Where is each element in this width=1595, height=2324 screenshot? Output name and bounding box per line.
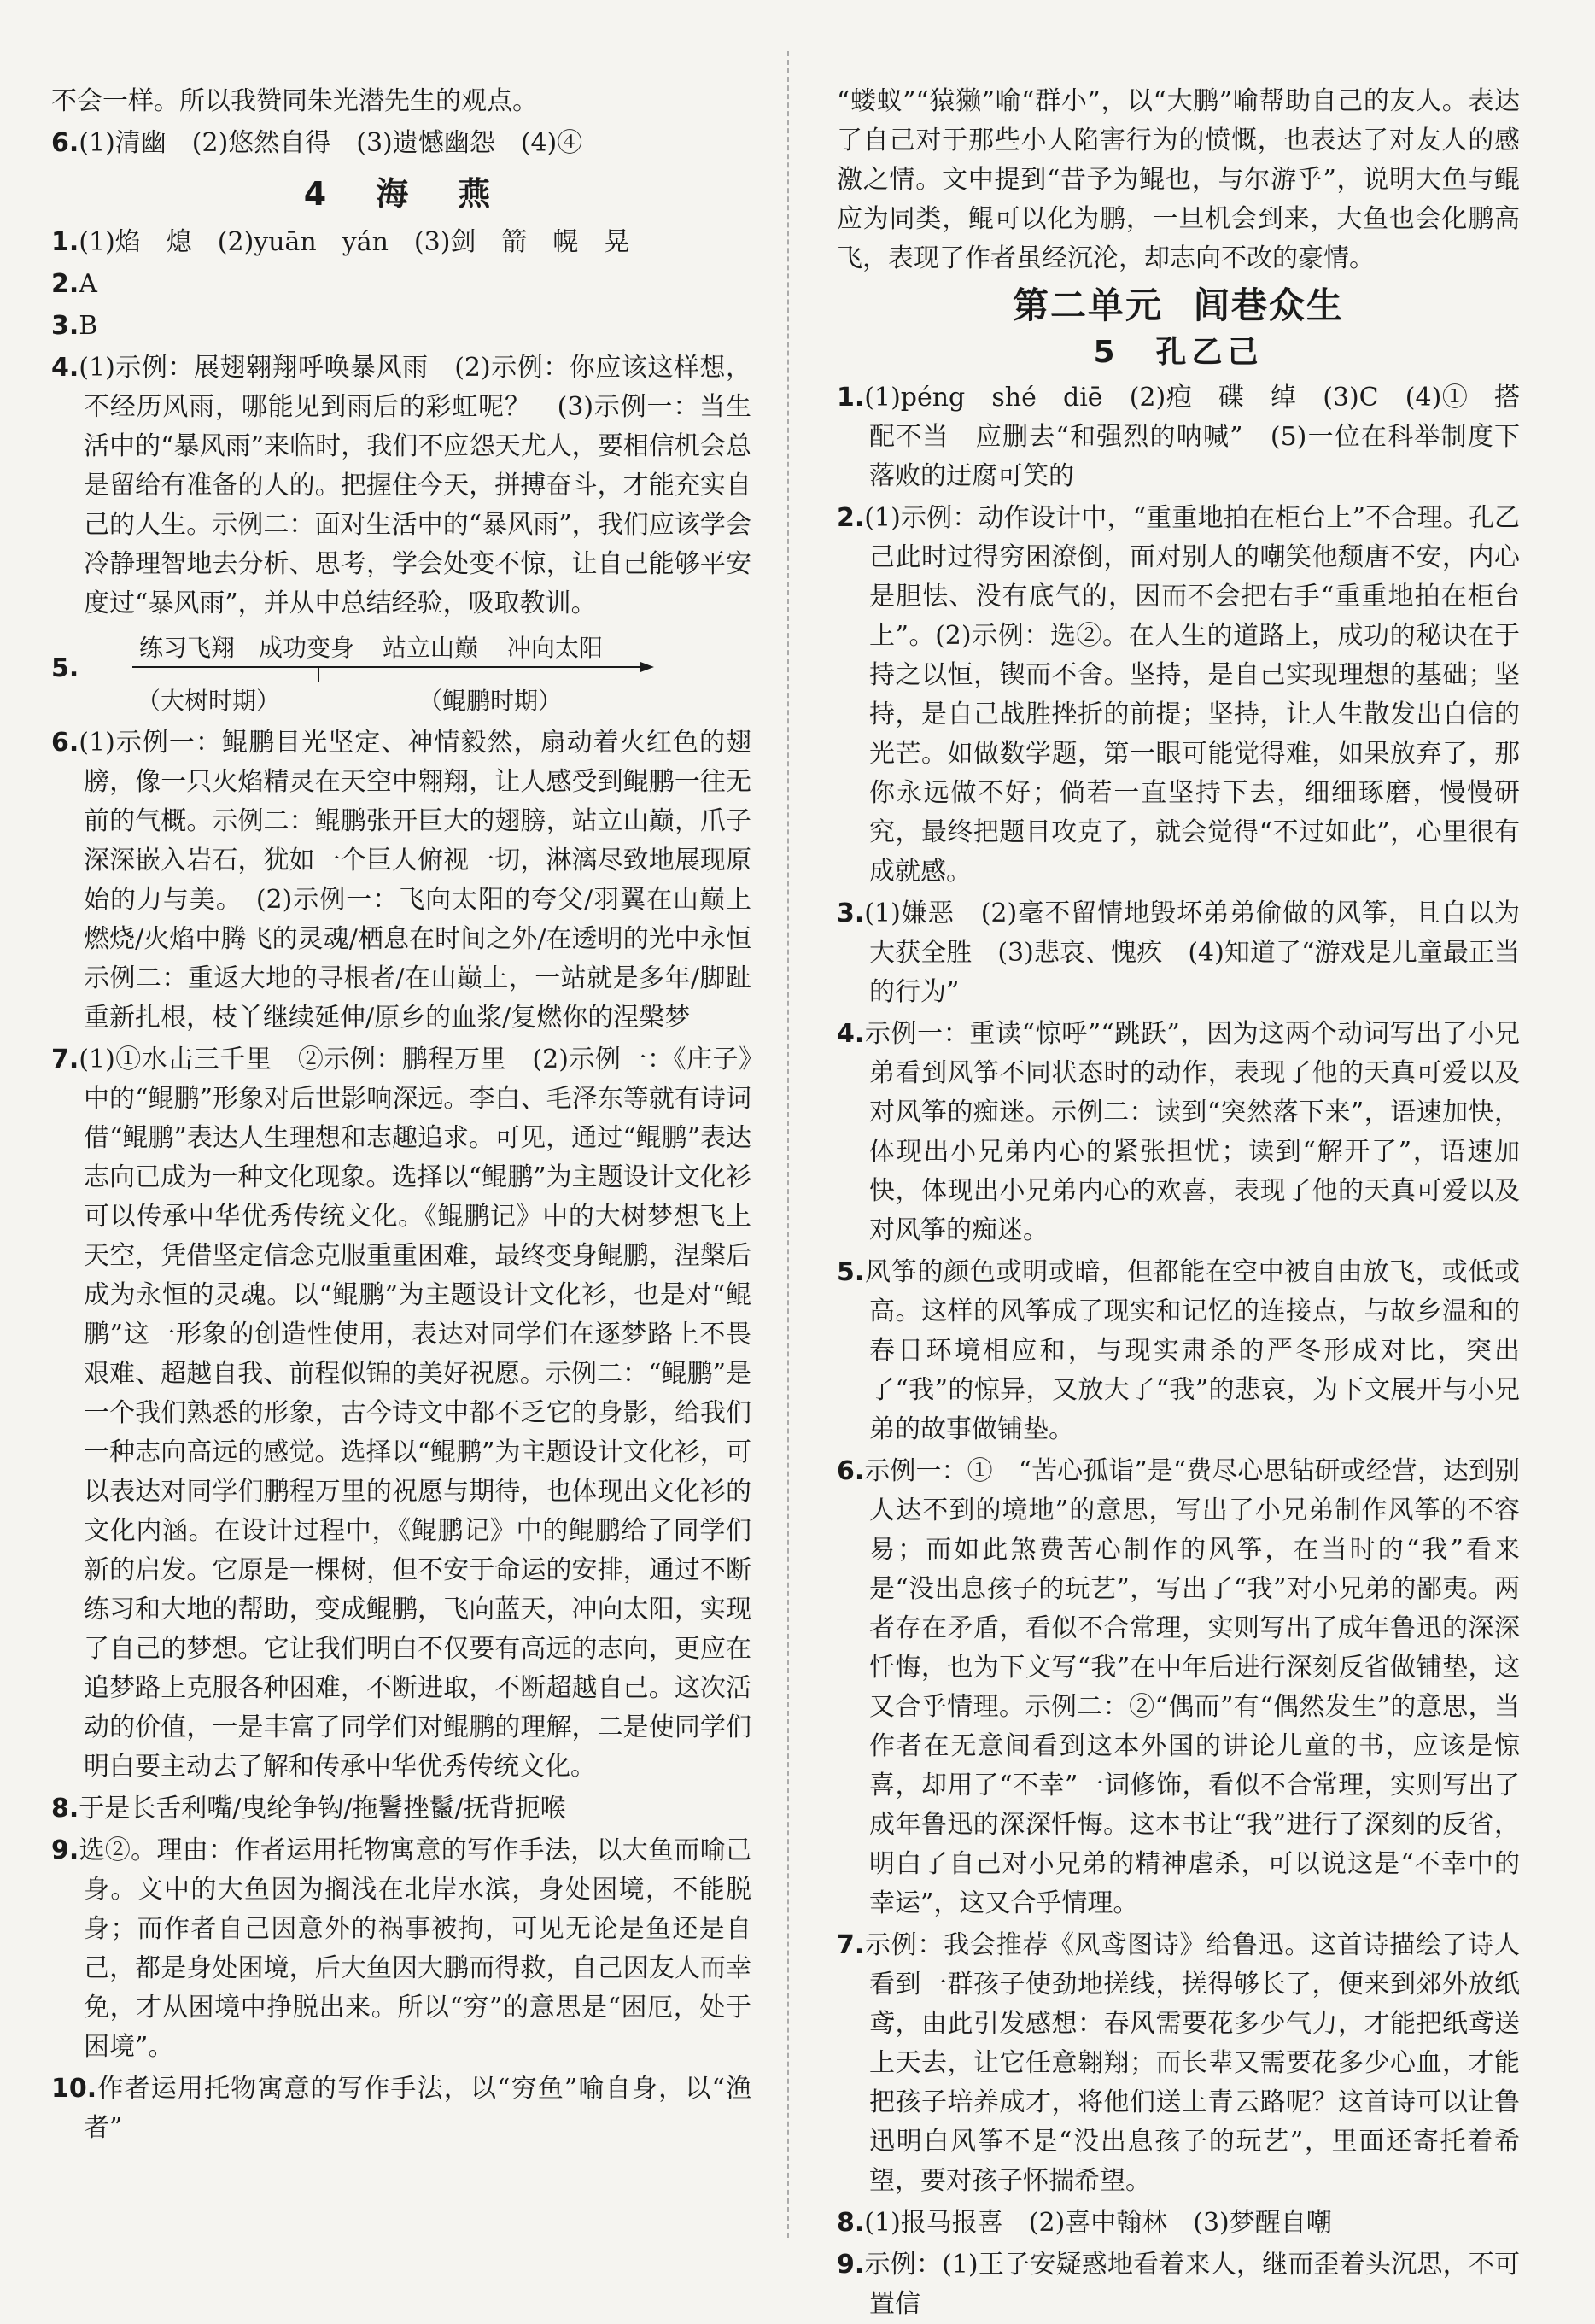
item-text: 作者运用托物寓意的写作手法，以“穷鱼”喻自身，以“渔者” xyxy=(84,2074,751,2143)
answer-item xyxy=(837,1015,1520,1250)
item-text: 示例：我会推荐《风鸢图诗》给鲁迅。这首诗描绘了诗人看到一群孩子使劲地搓线，搓得够长了，便来到郊外放纸鸢，由此引发感想：春风需要花多少气力，才能把纸鸢送上天去，让它任意翱翔；而长辈又需要花多少心血，才能把孩子培养成才，将他们送上青云路呢？这首诗可以让鲁迅明白风筝不是“没出息孩子的玩艺”，里面还寄托着希望，要对孩子怀揣希望。 xyxy=(864,1930,1520,2196)
answer-list xyxy=(51,723,777,2148)
item-number: 4. xyxy=(51,353,79,383)
unit-title xyxy=(837,281,1520,331)
answer-item xyxy=(837,1452,1520,1923)
answer-item xyxy=(837,1253,1520,1449)
stage-label: 练习飞翔 xyxy=(139,634,236,662)
answer-item xyxy=(837,894,1520,1012)
item-number: 9. xyxy=(51,1835,79,1865)
answer-item xyxy=(51,265,751,304)
item-text: (1)焰 熄 (2)yuān yán (3)剑 箭 幌 晃 xyxy=(79,227,630,257)
column-divider xyxy=(787,51,789,2238)
section-title: 4 海 燕 xyxy=(303,175,500,213)
answer-item xyxy=(837,1926,1520,2201)
item-text: (1)示例：展翅翱翔呼唤暴风雨 (2)示例：你应该这样想，不经历风雨，哪能见到雨后的彩虹呢？ (3)示例一：当生活中的“暴风雨”来临时，我们不应怨天尤人，要相信机会总是留给有准备的人的。把握住今天，拼搏奋斗，才能充实自己的人生。示例二：面对生活中的“暴风雨”，我们应该学会冷静理智地去分析、思考，学会处变不惊，让自己能够平安度过“暴风雨”，并从中总结经验，吸取教训。 xyxy=(79,353,751,618)
item-number: 5. xyxy=(51,653,79,683)
answer-item xyxy=(51,124,751,163)
section-title: 5 孔乙己 xyxy=(1093,335,1264,370)
item-number: 1. xyxy=(837,383,865,413)
period-label: （鲲鹏时期） xyxy=(418,687,563,715)
item-number: 9. xyxy=(837,2250,865,2280)
stage-label: 冲向太阳 xyxy=(507,634,604,662)
period-label: （大树时期） xyxy=(137,687,281,715)
item-text: (1)报马报喜 (2)喜中翰林 (3)梦醒自嘲 xyxy=(864,2208,1332,2238)
answer-item xyxy=(837,2245,1520,2324)
unit-title-main: 第二单元 xyxy=(1012,284,1163,326)
item-number: 7. xyxy=(837,1930,865,1960)
item-text: B xyxy=(79,311,98,341)
right-column xyxy=(837,82,1520,2319)
intro-line: 不会一样。所以我赞同朱光潜先生的观点。 xyxy=(51,86,538,116)
item-number: 7. xyxy=(51,1045,79,1074)
answer-item xyxy=(51,348,751,623)
item-text: (1)péng shé diē (2)疱 碟 绰 (3)C (4)① 搭配不当 应删去“和强烈的呐喊” (5)一位在科举制度下落败的迂腐可笑的 xyxy=(864,383,1520,491)
answer-item xyxy=(837,2204,1520,2243)
item-number: 1. xyxy=(51,227,79,257)
item-text: (1)示例：动作设计中，“重重地拍在柜台上”不合理。孔乙己此时过得穷困潦倒，面对别人的嘲笑他颓唐不安，内心是胆怯、没有底气的，因而不会把右手“重重地拍在柜台上”。(2)示例：选②。在人生的道路上，成功的秘诀在于持之以恒，锲而不舍。坚持，是自己实现理想的基础；坚持，是自己战胜挫折的前提；坚持，让人生散发出自信的光芒。如做数学题，第一眼可能觉得难，如果放弃了，那你永远做不好；倘若一直坚持下去，细细琢磨，慢慢研究，最终把题目攻克了，就会觉得“不过如此”，心里很有成就感。 xyxy=(864,503,1520,887)
answer-item xyxy=(51,1831,751,2067)
answer-list xyxy=(51,223,751,623)
answer-item xyxy=(51,723,777,1038)
item-text: 示例一：重读“惊呼”“跳跃”，因为这两个动词写出了小兄弟看到风筝不同状态时的动作，表现了他的天真可爱以及对风筝的痴迷。示例二：读到“突然落下来”，语速加快，体现出小兄弟内心的紧张担忧；读到“解开了”，语速加快，体现出小兄弟内心的欢喜，表现了他的天真可爱以及对风筝的痴迷。 xyxy=(864,1019,1520,1245)
answer-item xyxy=(51,307,751,346)
answer-item xyxy=(837,499,1520,892)
answer-item xyxy=(837,378,1520,496)
item-text: 选②。理由：作者运用托物寓意的写作手法，以大鱼而喻己身。文中的大鱼因为搁浅在北岸水滨，身处困境，不能脱身；而作者自己因意外的祸事被拘，可见无论是鱼还是自己，都是身处困境，后大鱼因大鹏而得救，自己因友人而幸免，才从困境中挣脱出来。所以“穷”的意思是“困厄，处于困境”。 xyxy=(79,1835,751,2062)
answer-item xyxy=(51,2069,751,2148)
unit-title-sub: 闾巷众生 xyxy=(1194,284,1345,326)
item-number: 6. xyxy=(837,1456,865,1486)
stage-label: 成功变身 xyxy=(259,634,355,662)
item-text: A xyxy=(79,269,97,299)
item-text: 风筝的颜色或明或暗，但都能在空中被自由放飞，或低或高。这样的风筝成了现实和记忆的连接点，与故乡温和的春日环境相应和，与现实肃杀的严冬形成对比，突出了“我”的惊异，又放大了“我”的悲哀，为下文展开与小兄弟的故事做铺垫。 xyxy=(864,1257,1520,1444)
stage-label: 站立山巅 xyxy=(383,634,479,662)
item-text: (1)清幽 (2)悠然自得 (3)遗憾幽怨 (4)④ xyxy=(79,128,583,158)
item-number: 6. xyxy=(51,728,79,758)
item-number: 3. xyxy=(51,311,79,341)
answer-item xyxy=(51,1040,751,1787)
item-text: 于是长舌利嘴/曳纶争钩/拖鬐挫鬣/抚背扼喉 xyxy=(79,1794,566,1823)
growth-timeline-diagram xyxy=(51,626,751,720)
item-number: 10. xyxy=(51,2074,97,2104)
timeline-arrowhead xyxy=(640,662,654,672)
item-text: (1)嫌恶 (2)毫不留情地毁坏弟弟偷做的风筝，且自以为大获全胜 (3)悲哀、愧疚 (4)知道了“游戏是儿童最正当的行为” xyxy=(864,899,1520,1007)
item-text: 示例一：① “苦心孤诣”是“费尽心思钻研或经营，达到别人达不到的境地”的意思，写出了小兄弟制作风筝的不容易；而如此煞费苦心制作的风筝，在当时的“我”看来是“没出息孩子的玩艺”，写出了“我”对小兄弟的鄙夷。两者存在矛盾，看似不合常理，实则写出了成年鲁迅的深深忏悔，也为下文写“我”在中年后进行深刻反省做铺垫，这又合乎情理。示例二：②“偶而”有“偶然发生”的意思，当作者在无意间看到这本外国的讲论儿童的书，应该是惊喜，却用了“不幸”一词修饰，看似不合常理，实则写出了成年鲁迅的深深忏悔。这本书让“我”进行了深刻的反省，明白了自己对小兄弟的精神虐杀，可以说这是“不幸中的幸运”，这又合乎情理。 xyxy=(864,1456,1520,1918)
item-number: 4. xyxy=(837,1019,865,1049)
item-number: 8. xyxy=(51,1794,79,1823)
answer-item xyxy=(51,223,751,262)
answer-list xyxy=(837,378,1520,2324)
item-number: 3. xyxy=(837,899,865,928)
item-number: 5. xyxy=(837,1257,865,1287)
item-number: 6. xyxy=(51,128,79,158)
item-text: (1)①水击三千里 ②示例：鹏程万里 (2)示例一：《庄子》中的“鲲鹏”形象对后世影响深远。李白、毛泽东等就有诗词借“鲲鹏”表达人生理想和志趣追求。可见，通过“鲲鹏”表达志向已成为一种文化现象。选择以“鲲鹏”为主题设计文化衫可以传承中华优秀传统文化。《鲲鹏记》中的大树梦想飞上天空，凭借坚定信念克服重重困难，最终变身鲲鹏，涅槃后成为永恒的灵魂。以“鲲鹏”为主题设计文化衫，也是对“鲲鹏”这一形象的创造性使用，表达对同学们在逐梦路上不畏艰难、超越自我、前程似锦的美好祝愿。示例二：“鲲鹏”是一个我们熟悉的形象，古今诗文中都不乏它的身影，给我们一种志向高远的感觉。选择以“鲲鹏”为主题设计文化衫，可以表达对同学们鹏程万里的祝愿与期待，也体现出文化衫的文化内涵。在设计过程中，《鲲鹏记》中的鲲鹏给了同学们新的启发。它原是一棵树，但不安于命运的安排，通过不断练习和大地的帮助，变成鲲鹏，飞向蓝天，冲向太阳，实现了自己的梦想。它让我们明白不仅要有高远的志向，更应在追梦路上克服各种困难，不断进取，不断超越自己。这次活动的价值，一是丰富了同学们对鲲鹏的理解，二是使同学们明白要主动去了解和传承中华优秀传统文化。 xyxy=(79,1045,751,1782)
continued-paragraph: “蝼蚁”“猿獭”喻“群小”，以“大鹏”喻帮助自己的友人。表达了自己对于那些小人陷害行为的愤慨，也表达了对友人的感激之情。文中提到“昔予为鲲也，与尔游乎”，说明大鱼与鲲应为同类，鲲可以化为鹏，一旦机会到来，大鱼也会化鹏高飞，表现了作者虽经沉沦，却志向不改的豪情。 xyxy=(837,86,1520,273)
item-number: 2. xyxy=(51,269,79,299)
item-text: 示例：(1)王子安疑惑地看着来人，继而歪着头沉思，不可置信 xyxy=(864,2250,1520,2319)
answer-item xyxy=(51,1789,751,1829)
item-text: (1)示例一：鲲鹏目光坚定、神情毅然，扇动着火红色的翅膀，像一只火焰精灵在天空中翱翔，让人感受到鲲鹏一往无前的气概。示例二：鲲鹏张开巨大的翅膀，站立山巅，爪子深深嵌入岩石，犹如一个巨人俯视一切，淋漓尽致地展现原始的力与美。 (2)示例一：飞向太阳的夸父/羽翼在山巅上燃烧/火焰中腾飞的灵魂/栖息在时间之外/在透明的光中永恒 示例二：重返大地的寻根者/在山巅上，一站就是多年/脚趾重新扎根，枝丫继续延伸/原乡的血浆/复燃你的涅槃梦 xyxy=(79,728,777,1033)
left-column xyxy=(51,82,777,2257)
item-number: 2. xyxy=(837,503,865,533)
item-number: 8. xyxy=(837,2208,865,2238)
